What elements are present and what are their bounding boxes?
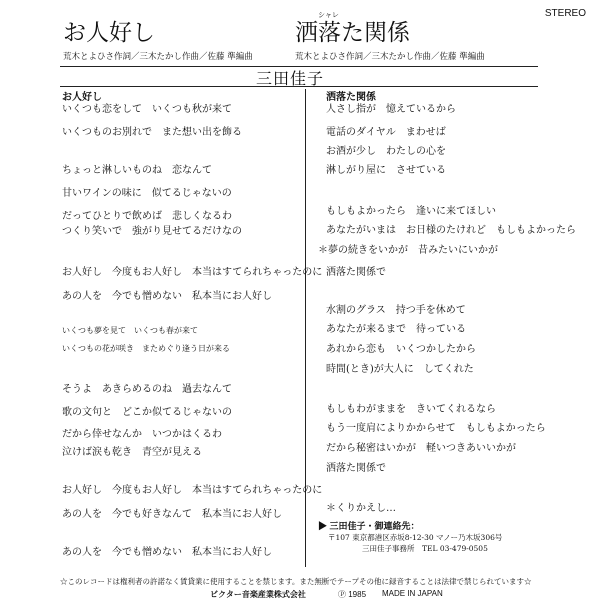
song1-line: あの人を 今でも憎めない 私本当にお人好し <box>62 547 272 558</box>
song2-line: 時間(とき)が大人に してくれた <box>326 364 474 375</box>
song2-title: 洒落た関係 <box>295 20 410 46</box>
copyright-year: Ⓟ 1985 <box>338 590 367 599</box>
song1-line: いくつもの花が咲き まためぐり逢う日が来る <box>62 344 230 353</box>
song2-line: あなたがいまは お日様のたけれど もしもよかったら <box>326 225 576 236</box>
song1-line: だってひとりで飲めば 悲しくなるわ <box>62 211 232 222</box>
song1-line: 泣けば涙も乾き 青空が見える <box>62 447 202 458</box>
song1-line: 甘いワインの味に 似てるじゃないの <box>62 188 232 199</box>
made-in-label: MADE IN JAPAN <box>382 589 443 598</box>
song1-line: だから倖せなんか いつかはくるわ <box>62 429 222 440</box>
copyright-notice: ☆このレコードは権利者の許諾なく賃貸業に使用することを禁じます。また無断でテープその他に録音することは法律で禁じられています☆ <box>60 577 532 586</box>
song2-line: 水割のグラス 持つ手を休めて <box>326 305 466 316</box>
song2-credit: 荒木とよひさ作詞／三木たかし作曲／佐藤 準編曲 <box>295 52 485 62</box>
song2-line: 洒落た関係で <box>326 267 386 278</box>
song2-line: もう一度肩によりかからせて もしもよかったら <box>326 423 546 434</box>
song1-line: 歌の文句と どこか似てるじゃないの <box>62 407 232 418</box>
song2-line: もしもわがままを きいてくれるなら <box>326 404 496 415</box>
song2-line: ＊夢の続きをいかが 昔みたいにいかが <box>318 245 498 256</box>
song2-line: お酒が少し わたしの心を <box>326 146 446 157</box>
company-name: ビクター音楽産業株式会社 <box>210 590 306 599</box>
song2-line: ＊くりかえし… <box>326 503 396 514</box>
song1-lyrics-heading: お人好し <box>62 92 102 103</box>
song1-credit: 荒木とよひさ作詞／三木たかし作曲／佐藤 準編曲 <box>63 52 253 62</box>
song2-line: あなたが来るまで 待っている <box>326 324 466 335</box>
header-rule-bottom <box>60 86 538 87</box>
song2-line: 洒落た関係で <box>326 463 386 474</box>
song1-line: そうよ あきらめるのね 過去なんて <box>62 384 232 395</box>
song1-line: お人好し 今度もお人好し 本当はすてられちゃったのに <box>62 267 323 278</box>
song2-line: もしもよかったら 逢いに来てほしい <box>326 206 496 217</box>
song2-line: 淋しがり屋に させている <box>326 165 446 176</box>
song2-title-ruby: シャレ <box>318 12 339 19</box>
song1-line: あの人を 今でも憎めない 私本当にお人好し <box>62 291 272 302</box>
singer-name: 三田佳子 <box>256 69 325 88</box>
song2-line: あれから恋も いくつかしたから <box>326 344 476 355</box>
song2-line: だから秘密はいかが 軽いつきあいいかが <box>326 443 516 454</box>
song1-line: ちょっと淋しいものね 恋なんて <box>62 165 212 176</box>
song1-line: お人好し 今度もお人好し 本当はすてられちゃったのに <box>62 485 323 496</box>
song2-lyrics-heading: 洒落た関係 <box>326 92 376 103</box>
song2-line: 人さし指が 憶えているから <box>326 104 456 115</box>
contact-heading: ▶ 三田佳子・御連絡先： <box>318 521 420 531</box>
stereo-label: STEREO <box>544 8 586 19</box>
song1-line: いくつも恋をして いくつも秋が来て <box>62 104 232 115</box>
song1-line: つくり笑いで 強がり見せてるだけなの <box>62 226 242 237</box>
song1-line: いくつものお別れで また想い出を飾る <box>62 127 242 138</box>
song1-title: お人好し <box>63 20 155 46</box>
song1-line: いくつも夢を見て いくつも春が来て <box>62 326 198 335</box>
song1-line: あの人を 今でも好きなんて 私本当にお人好し <box>62 509 282 520</box>
contact-address: 〒107 東京都港区赤坂8-12-30 マノー乃木坂306号 <box>328 533 503 542</box>
contact-office: 三田佳子事務所 TEL 03-479-0505 <box>362 544 488 553</box>
song2-line: 電話のダイヤル まわせば <box>326 127 446 138</box>
